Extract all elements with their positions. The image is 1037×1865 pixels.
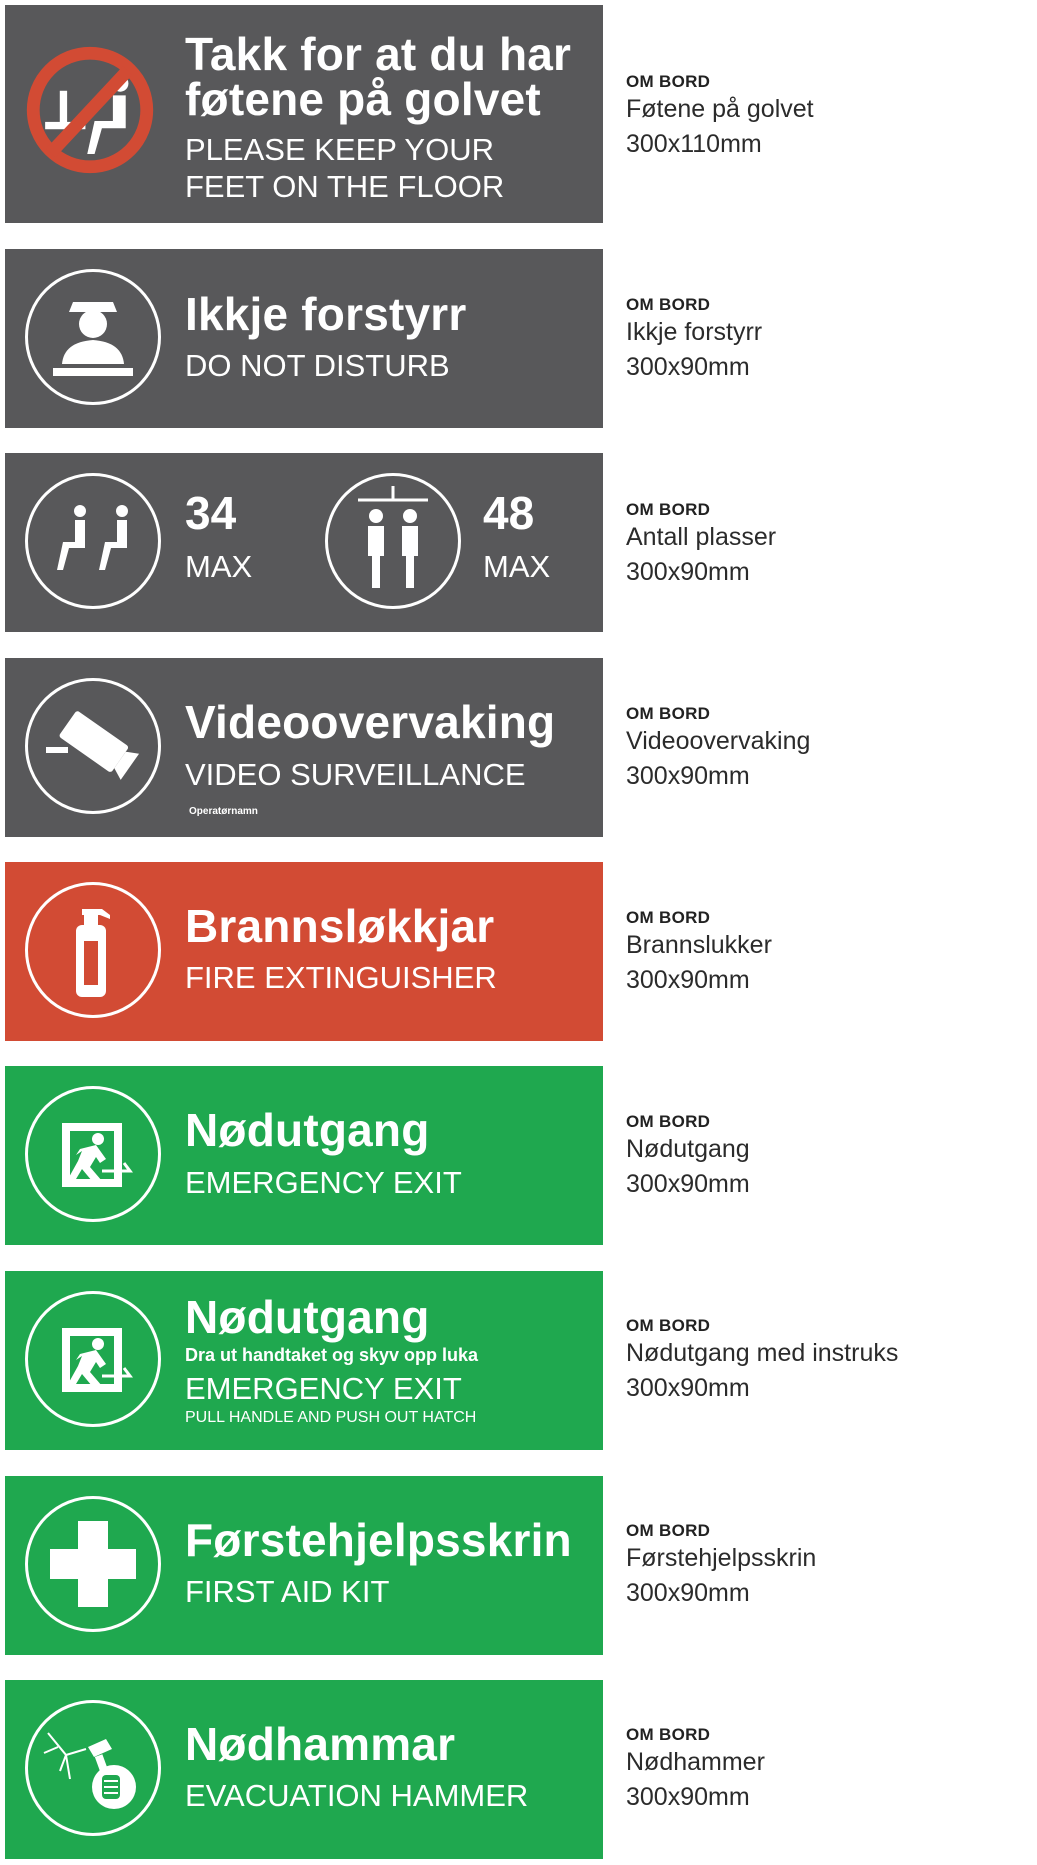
sign-subtitle: EMERGENCY EXIT <box>185 1165 462 1200</box>
emergency-exit-icon <box>25 1086 161 1222</box>
sign-first-aid <box>5 1476 603 1655</box>
info-size: 300x90mm <box>626 966 750 994</box>
sign-evacuation-hammer <box>5 1680 603 1859</box>
sign-info <box>626 1112 750 1202</box>
sign-video-surveillance <box>5 658 603 837</box>
sign-subtitle: EVACUATION HAMMER <box>185 1778 529 1813</box>
info-label: OM BORD <box>626 704 711 723</box>
info-size: 300x90mm <box>626 1579 750 1607</box>
standing-max-label: MAX <box>483 549 551 584</box>
info-size: 300x90mm <box>626 558 750 586</box>
info-label: OM BORD <box>626 1316 711 1335</box>
hammer-icon <box>25 1700 161 1836</box>
info-size: 300x90mm <box>626 1170 750 1198</box>
info-size: 300x90mm <box>626 762 750 790</box>
info-label: OM BORD <box>626 500 711 519</box>
sign-do-not-disturb <box>5 249 603 428</box>
info-name: Føtene på golvet <box>626 95 814 123</box>
info-label: OM BORD <box>626 72 711 91</box>
sign-info <box>626 500 776 590</box>
sign-title: Brannsløkkjar <box>185 900 495 952</box>
sign-title: Førstehjelpsskrin <box>185 1514 572 1566</box>
info-label: OM BORD <box>626 1521 711 1540</box>
info-name: Nødhammer <box>626 1748 765 1776</box>
sign-subtitle: EMERGENCY EXIT <box>185 1371 462 1406</box>
sign-title-line-1: Takk for at du har <box>185 28 572 80</box>
driver-icon <box>25 269 161 405</box>
sign-subtitle: FIRST AID KIT <box>185 1574 390 1609</box>
info-size: 300x90mm <box>626 1374 750 1402</box>
sign-emergency-exit <box>5 1066 603 1245</box>
sign-title: Ikkje forstyrr <box>185 288 467 340</box>
sign-subtitle: FIRE EXTINGUISHER <box>185 960 497 995</box>
sign-subtitle-instruction: PULL HANDLE AND PUSH OUT HATCH <box>185 1409 477 1426</box>
info-name: Antall plasser <box>626 523 777 551</box>
sign-info <box>626 1725 765 1815</box>
sign-feet-on-floor <box>5 5 603 223</box>
info-name: Videoovervaking <box>626 727 811 755</box>
camera-icon <box>25 678 161 814</box>
info-name: Førstehjelpsskrin <box>626 1544 817 1572</box>
seated-max-label: MAX <box>185 549 253 584</box>
info-name: Brannslukker <box>626 931 772 959</box>
sign-title: Nødutgang <box>185 1104 430 1156</box>
info-size: 300x110mm <box>626 130 762 158</box>
sign-title-instruction: Dra ut handtaket og skyv opp luka <box>185 1345 479 1365</box>
sign-title: Nødutgang <box>185 1291 430 1343</box>
sign-title-line-2: føtene på golvet <box>185 73 541 125</box>
sign-info <box>626 1521 816 1611</box>
info-label: OM BORD <box>626 1112 711 1131</box>
info-label: OM BORD <box>626 908 711 927</box>
sign-title: Videoovervaking <box>185 696 556 748</box>
sign-info <box>626 72 814 162</box>
no-feet-on-seat-icon <box>25 45 167 187</box>
sign-subtitle: VIDEO SURVEILLANCE <box>185 757 526 792</box>
sign-subtitle-line-1: PLEASE KEEP YOUR <box>185 132 495 167</box>
seated-passengers-icon <box>25 473 161 609</box>
first-aid-icon <box>25 1496 161 1632</box>
sign-fire-extinguisher <box>5 862 603 1041</box>
info-size: 300x90mm <box>626 1783 750 1811</box>
operator-name: Operatørnamn <box>189 806 258 817</box>
info-name: Ikkje forstyrr <box>626 318 763 346</box>
sign-info <box>626 1316 898 1406</box>
sign-capacity <box>5 453 603 632</box>
sign-subtitle: DO NOT DISTURB <box>185 348 450 383</box>
info-name: Nødutgang <box>626 1135 750 1163</box>
sign-title: Nødhammar <box>185 1718 456 1770</box>
sign-subtitle-line-2: FEET ON THE FLOOR <box>185 169 505 204</box>
info-size: 300x90mm <box>626 353 750 381</box>
sign-info <box>626 704 810 794</box>
fire-extinguisher-icon <box>25 882 161 1018</box>
seated-capacity: 34 <box>185 487 237 539</box>
sign-info <box>626 295 762 385</box>
sign-emergency-exit-instructions <box>5 1271 603 1450</box>
info-name: Nødutgang med instruks <box>626 1339 899 1367</box>
sign-info <box>626 908 772 998</box>
info-label: OM BORD <box>626 295 711 314</box>
emergency-exit-icon <box>25 1291 161 1427</box>
standing-passengers-icon <box>325 473 461 609</box>
info-label: OM BORD <box>626 1725 711 1744</box>
standing-capacity: 48 <box>483 487 535 539</box>
